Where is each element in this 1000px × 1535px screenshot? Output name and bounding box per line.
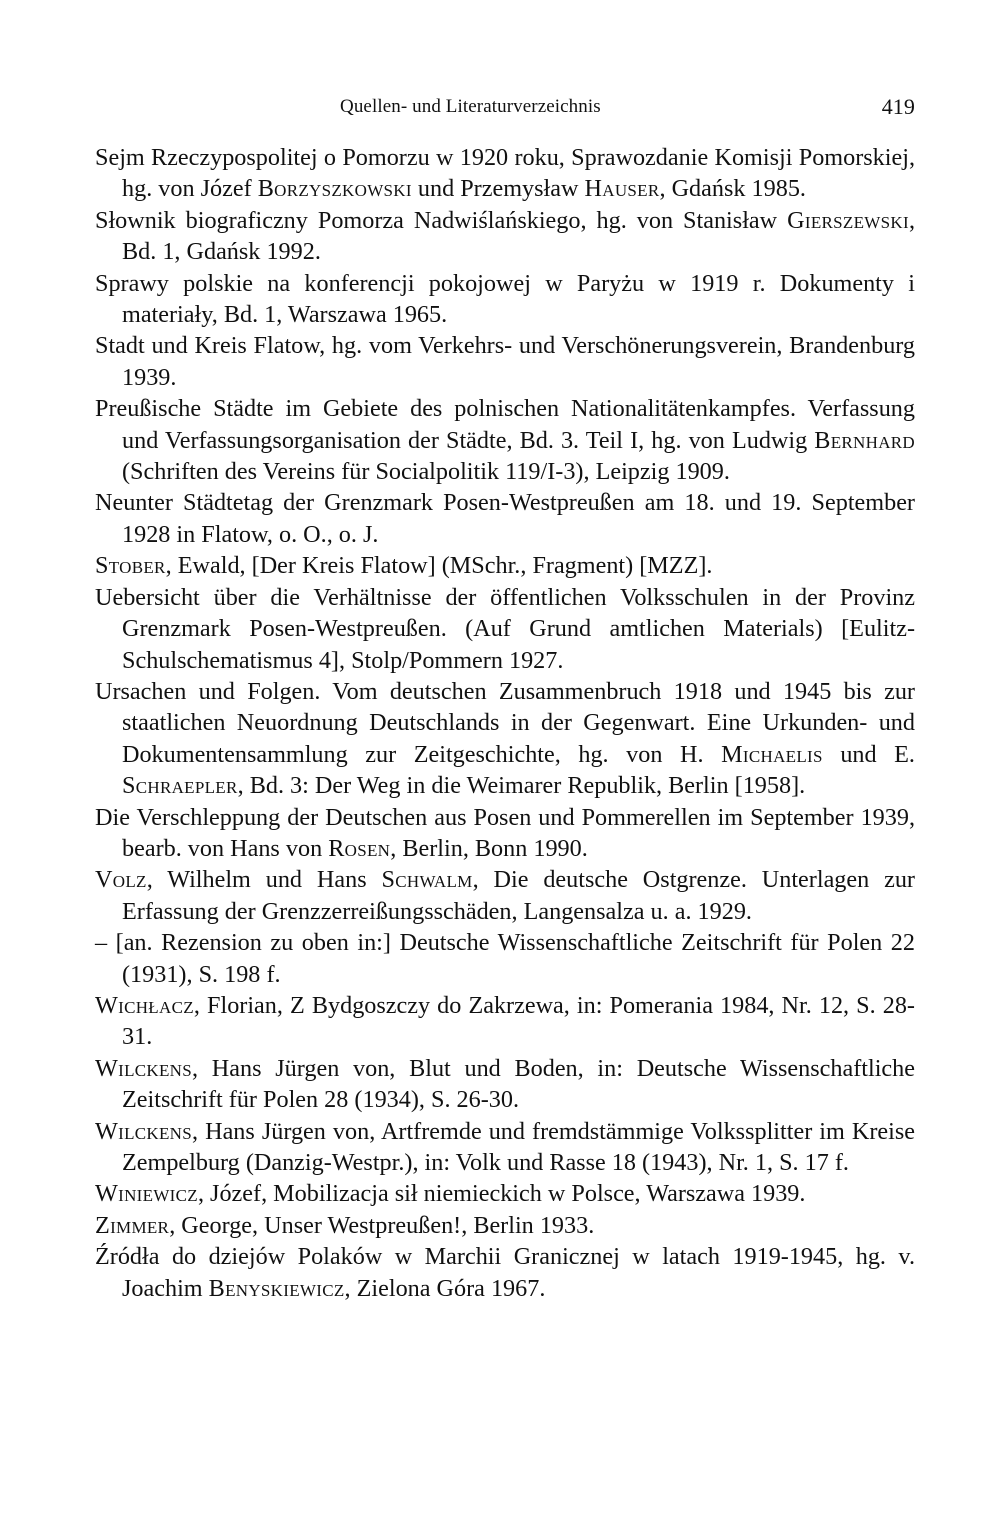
bibliography-entry: Źródła do dziejów Polaków w Marchii Granicznej w latach 1919-1945, hg. v. Joachim Benyskiewicz, Zielona Góra 1967. [95, 1243, 915, 1302]
author-name: Stober [95, 552, 166, 580]
bibliography-entry: Uebersicht über die Verhältnisse der öffentlichen Volksschulen in der Provinz Grenzmark Posen-Westpreußen. (Auf Grund amtlichen Materials) [Eulitz-Schulschematismus 4], Stolp/Pommern 1927. [95, 583, 915, 674]
bibliography-entry: – [an. Rezension zu oben in:] Deutsche Wissenschaftliche Zeitschrift für Polen 22 (1931), S. 198 f. [95, 929, 915, 988]
author-name: Schwalm [381, 866, 473, 894]
bibliography-entry: Sprawy polskie na konferencji pokojowej w Paryżu w 1919 r. Dokumenty i materiały, Bd. 1, Warszawa 1965. [95, 269, 915, 329]
author-name: Gierszewski [787, 206, 909, 234]
bibliography-entry: Winiewicz, Józef, Mobilizacja sił niemieckich w Polsce, Warszawa 1939. [95, 1180, 806, 1208]
author-name: Volz [95, 866, 147, 894]
author-name: Wichłacz [95, 991, 194, 1019]
author-name: Michaelis [721, 740, 823, 768]
bibliography-entry: Zimmer, George, Unser Westpreußen!, Berlin 1933. [95, 1211, 595, 1239]
bibliography-entry: Die Verschleppung der Deutschen aus Posen und Pommerellen im September 1939, bearb. von Hans von Rosen, Berlin, Bonn 1990. [95, 803, 915, 862]
bibliography-entry: Wichłacz, Florian, Z Bydgoszczy do Zakrzewa, in: Pomerania 1984, Nr. 12, S. 28-31. [95, 991, 915, 1051]
author-name: Borzyszkowski [257, 175, 412, 203]
bibliography-entry: Volz, Wilhelm und Hans Schwalm, Die deutsche Ostgrenze. Unterlagen zur Erfassung der Grenzzerreißungsschäden, Langensalza u. a. 1929. [95, 866, 915, 925]
bibliography-entry: Wilckens, Hans Jürgen von, Blut und Boden, in: Deutsche Wissenschaftliche Zeitschrift für Polen 28 (1934), S. 26-30. [95, 1054, 915, 1114]
author-name: Hauser [584, 175, 660, 203]
author-name: Bernhard [814, 426, 915, 454]
bibliography-entry: Stober, Ewald, [Der Kreis Flatow] (MSchr., Fragment) [MZZ]. [95, 552, 713, 580]
bibliography-entry: Słownik biograficzny Pomorza Nadwiślańskiego, hg. von Stanisław Gierszewski, Bd. 1, Gdańsk 1992. [95, 206, 915, 266]
bibliography-entry: Preußische Städte im Gebiete des polnischen Nationalitätenkampfes. Verfassung und Verfassungsorganisation der Städte, Bd. 3. Teil I, hg. von Ludwig Bernhard (Schriften des Vereins für Socialpolitik 119/I-3), Leipzig 1909. [95, 395, 915, 486]
document-page [95, 90, 915, 1304]
author-name: Wilckens [95, 1117, 193, 1145]
author-name: Wilckens [95, 1054, 193, 1082]
bibliography-entry: Wilckens, Hans Jürgen von, Artfremde und fremdstämmige Volkssplitter im Kreise Zempelburg (Danzig-Westpr.), in: Volk und Rasse 18 (1943), Nr. 1, S. 17 f. [95, 1117, 915, 1176]
author-name: Benyskiewicz [208, 1274, 345, 1302]
running-head [95, 90, 915, 130]
author-name: Rosen [328, 834, 391, 862]
author-name: Winiewicz [95, 1180, 198, 1208]
running-title: Quellen- und Literaturverzeichnis [340, 96, 601, 117]
author-name: Schraepler [122, 772, 238, 800]
bibliography-entry: Sejm Rzeczypospolitej o Pomorzu w 1920 roku, Sprawozdanie Komisji Pomorskiej, hg. von Józef Borzyszkowski und Przemysław Hauser, Gdańsk 1985. [95, 144, 915, 203]
bibliography-entry: Stadt und Kreis Flatow, hg. vom Verkehrs- und Verschönerungsverein, Brandenburg 1939. [95, 332, 915, 391]
bibliography-entry: Neunter Städtetag der Grenzmark Posen-Westpreußen am 18. und 19. September 1928 in Flatow, o. O., o. J. [95, 489, 915, 548]
bibliography-list [95, 142, 915, 1304]
author-name: Zimmer [95, 1211, 170, 1239]
bibliography-entry: Ursachen und Folgen. Vom deutschen Zusammenbruch 1918 und 1945 bis zur staatlichen Neuordnung Deutschlands in der Gegenwart. Eine Urkunden- und Dokumentensammlung zur Zeitgeschichte, hg. von H. Michaelis und E. Schraepler, Bd. 3: Der Weg in die Weimarer Republik, Berlin [1958]. [95, 677, 915, 800]
page-number: 419 [881, 94, 915, 119]
